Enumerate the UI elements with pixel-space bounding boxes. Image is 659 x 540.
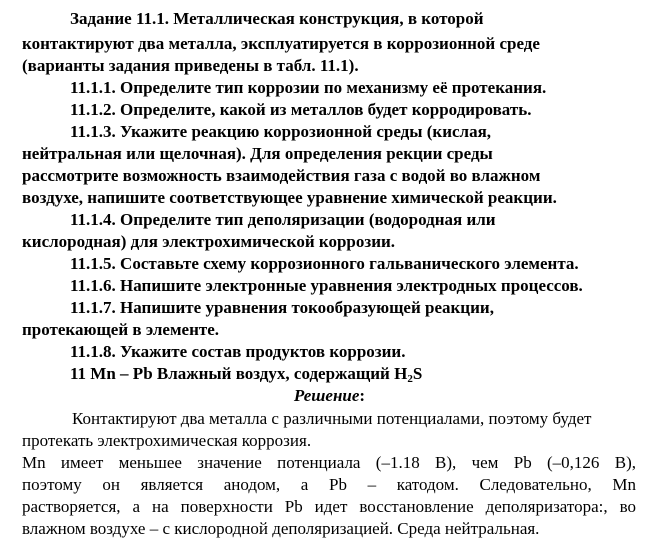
task-item-11-1-4-line: кислородная) для электрохимической коррозии. — [22, 232, 396, 251]
solution-paragraph-2-line: поэтому он является анодом, а Pb – катодом. Следовательно, Mn — [22, 475, 636, 494]
task-heading-text: Металлическая конструкция, в которой — [169, 9, 484, 28]
task-item-11-1-7-line: протекающей в элементе. — [22, 320, 220, 339]
solution-paragraph-2-line: растворяется, а на поверхности Pb идет восстановление деполяризатора:, во — [22, 497, 636, 516]
task-item-11-1-3-line: воздухе, напишите соответствующее уравнение химической реакции. — [22, 188, 557, 207]
task-item-11-1-3: 11.1.3. Укажите реакцию коррозионной среды (кислая, — [70, 122, 492, 141]
solution-paragraph-2: Mn имеет меньшее значение потенциала (–1.18 В), чем Pb (–0,126 В), — [22, 453, 636, 472]
task-item-11-1-5: 11.1.5. Составьте схему коррозионного гальванического элемента. — [70, 254, 579, 273]
task-heading-line-1 — [70, 8, 484, 30]
task-item-11-1-4: 11.1.4. Определите тип деполяризации (водородная или — [70, 210, 496, 229]
task-item-11-1-3-line: нейтральная или щелочная). Для определения рекции среды — [22, 144, 493, 163]
task-item-11-1-2: 11.1.2. Определите, какой из металлов будет корродировать. — [70, 100, 532, 119]
task-heading-line-2: контактируют два металла, эксплуатируется в коррозионной среде — [22, 34, 540, 53]
solution-heading — [0, 385, 659, 407]
solution-paragraph-1: Контактируют два металла с различными потенциалами, поэтому будет — [72, 409, 592, 428]
task-item-11-1-1: 11.1.1. Определите тип коррозии по механизму её протекания. — [70, 78, 547, 97]
task-item-11-1-8: 11.1.8. Укажите состав продуктов коррозии. — [70, 342, 406, 361]
task-heading-line-3: (варианты задания приведены в табл. 11.1). — [22, 56, 359, 75]
solution-paragraph-1-line: протекать электрохимическая коррозия. — [22, 431, 312, 450]
task-item-11-1-7: 11.1.7. Напишите уравнения токообразующей реакции, — [70, 298, 494, 317]
task-item-11-1-6: 11.1.6. Напишите электронные уравнения электродных процессов. — [70, 276, 583, 295]
solution-heading-colon: : — [359, 386, 366, 405]
solution-heading-text: Решение — [293, 386, 360, 405]
variant-text: 11 Mn – Pb Влажный воздух, содержащий H — [70, 364, 408, 383]
task-label: Задание 11.1. — [70, 9, 170, 28]
variant-line — [70, 363, 422, 385]
variant-tail: S — [412, 364, 423, 383]
variant-subscript: 2 — [407, 373, 413, 385]
task-item-11-1-3-line: рассмотрите возможность взаимодействия газа с водой во влажном — [22, 166, 541, 185]
solution-paragraph-2-line: влажном воздухе – с кислородной деполяризацией. Среда нейтральная. — [22, 519, 540, 538]
